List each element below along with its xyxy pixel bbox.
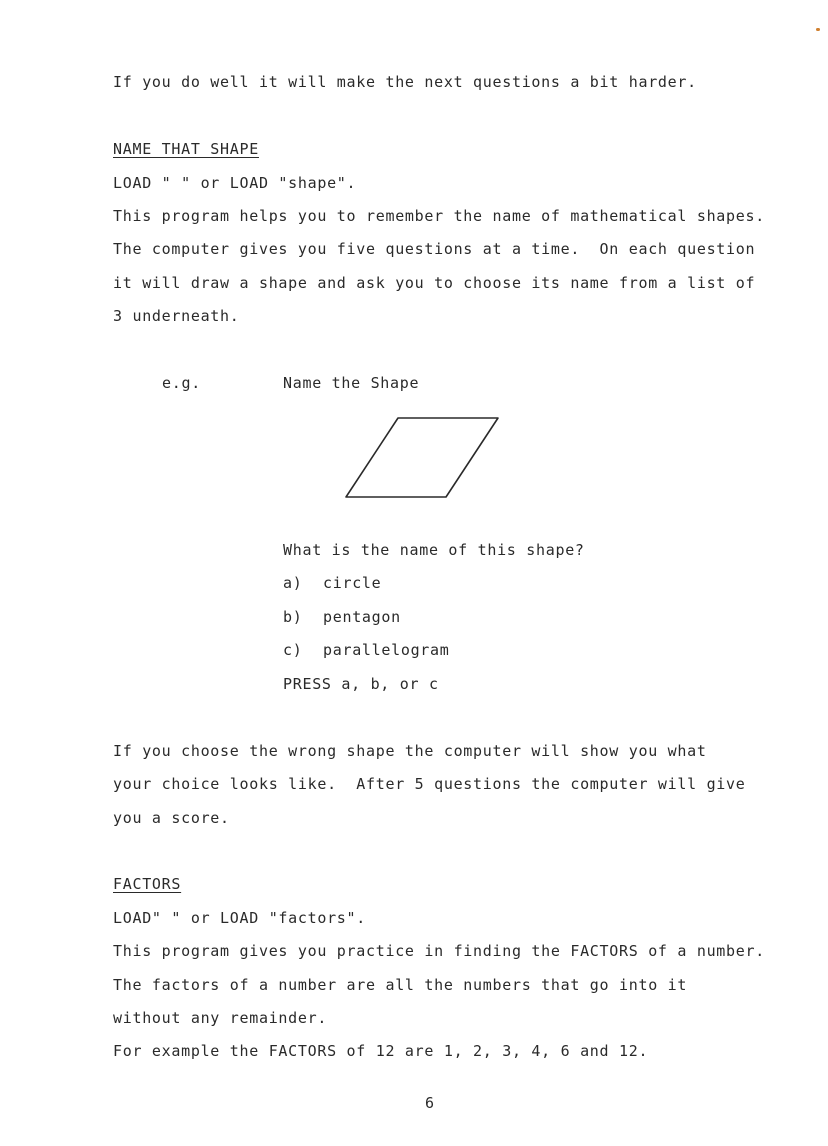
load-instruction-factors: LOAD" " or LOAD "factors".	[113, 909, 366, 927]
followup-line: you a score.	[113, 809, 230, 827]
followup-line: your choice looks like. After 5 questions the computer will give	[113, 775, 746, 793]
description-line: The computer gives you five questions at a time. On each question	[113, 240, 756, 258]
description-line: For example the FACTORS of 12 are 1, 2, 3, 4, 6 and 12.	[113, 1042, 649, 1060]
section-heading-factors: FACTORS	[113, 875, 182, 893]
description-line: The factors of a number are all the numbers that go into it	[113, 976, 688, 994]
option-label: parallelogram	[323, 641, 450, 659]
description-line: This program gives you practice in finding the FACTORS of a number.	[113, 942, 765, 960]
parallelogram-shape	[340, 412, 504, 504]
description-line: without any remainder.	[113, 1009, 328, 1027]
description-line: 3 underneath.	[113, 307, 240, 325]
example-question: What is the name of this shape?	[283, 541, 585, 559]
option-letter: a)	[283, 574, 303, 592]
page-number: 6	[425, 1094, 435, 1112]
description-line: it will draw a shape and ask you to choose its name from a list of	[113, 274, 756, 292]
followup-line: If you choose the wrong shape the computer will show you what	[113, 742, 707, 760]
option-letter: b)	[283, 608, 303, 626]
intro-text: If you do well it will make the next questions a bit harder.	[113, 73, 697, 91]
description-line: This program helps you to remember the name of mathematical shapes.	[113, 207, 765, 225]
section-heading-name-that-shape: NAME THAT SHAPE	[113, 140, 259, 158]
example-prompt-title: Name the Shape	[283, 374, 420, 392]
press-instruction: PRESS a, b, or c	[283, 675, 439, 693]
example-label: e.g.	[162, 374, 201, 392]
load-instruction-shape: LOAD " " or LOAD "shape".	[113, 174, 357, 192]
option-label: circle	[323, 574, 382, 592]
option-letter: c)	[283, 641, 303, 659]
paper-speck	[816, 28, 820, 31]
option-label: pentagon	[323, 608, 401, 626]
